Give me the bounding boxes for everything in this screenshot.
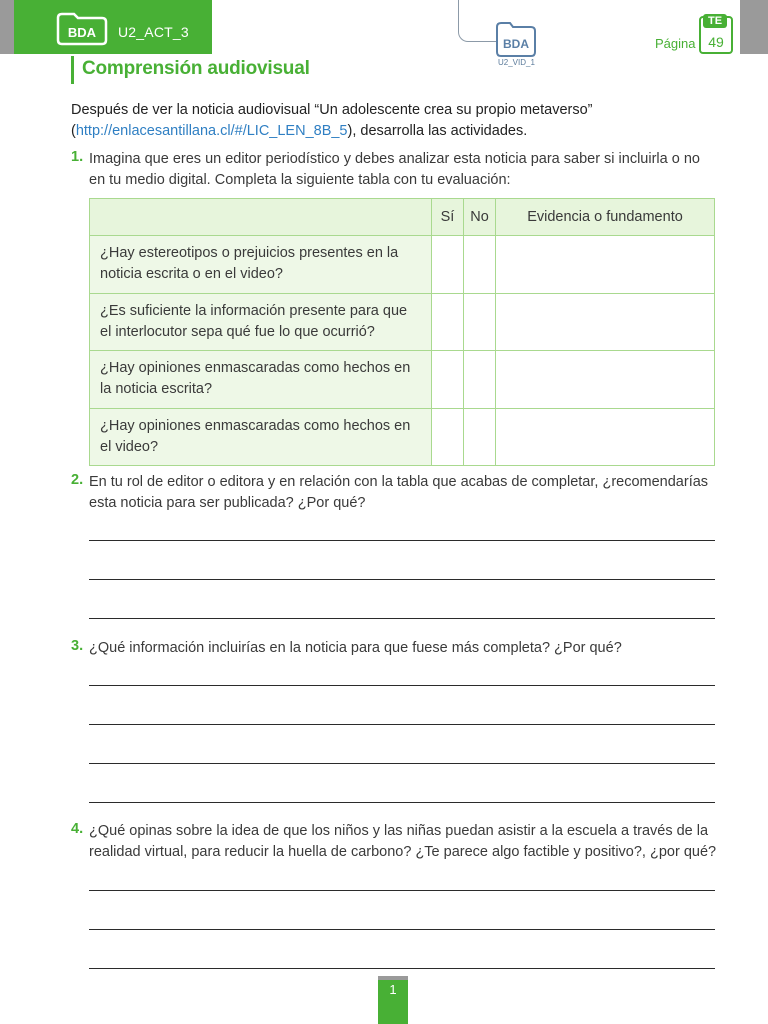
answer-line[interactable] [89, 968, 715, 969]
si-cell[interactable] [432, 293, 464, 351]
no-cell[interactable] [464, 236, 496, 294]
question-4-text: ¿Qué opinas sobre la idea de que los niños y las niñas puedan asistir a la escuela a través de la realidad virtual, para reducir la huella de carbono? ¿Te parece algo factible y positivo?, ¿por qué? [89, 823, 717, 860]
page-badge[interactable] [699, 16, 733, 54]
table-header-si: Sí [432, 199, 464, 236]
video-code: U2_VID_1 [498, 58, 535, 67]
answer-line[interactable] [89, 618, 715, 619]
folder-bda-icon [54, 10, 110, 46]
table-header-no: No [464, 199, 496, 236]
answer-line[interactable] [89, 579, 715, 580]
question-3-number: 3. [71, 638, 84, 654]
answer-line[interactable] [89, 890, 715, 891]
no-cell[interactable] [464, 293, 496, 351]
table-row-question: ¿Hay opiniones enmascaradas como hechos en el video? [90, 408, 432, 466]
table-row-question: ¿Hay estereotipos o prejuicios presentes en la noticia escrita o en el video? [90, 236, 432, 294]
evidence-cell[interactable] [496, 236, 715, 294]
intro-link[interactable]: http://enlacesantillana.cl/#/LIC_LEN_8B_5 [75, 123, 348, 139]
no-cell[interactable] [464, 351, 496, 409]
no-cell[interactable] [464, 408, 496, 466]
right-gray-strip [740, 0, 768, 54]
question-4-number: 4. [71, 821, 84, 837]
question-1-number: 1. [71, 149, 84, 165]
evidence-cell[interactable] [496, 293, 715, 351]
table-row-question: ¿Hay opiniones enmascaradas como hechos en la noticia escrita? [90, 351, 432, 409]
page-label: Página [655, 36, 696, 51]
question-2-number: 2. [71, 472, 84, 488]
answer-line[interactable] [89, 802, 715, 803]
svg-text:BDA: BDA [503, 37, 529, 51]
activity-code: U2_ACT_3 [118, 24, 189, 40]
evaluation-table [89, 198, 715, 466]
table-header-row [90, 199, 715, 236]
intro-text-before: Después de ver la noticia audiovisual “Un adolescente crea su propio metaverso” ( [71, 102, 593, 139]
table-row-question: ¿Es suficiente la información presente para que el interlocutor sepa qué fue lo que ocurrió? [90, 293, 432, 351]
table-header-evidence: Evidencia o fundamento [496, 199, 715, 236]
answer-line[interactable] [89, 540, 715, 541]
question-2-text: En tu rol de editor o editora y en relación con la tabla que acabas de completar, ¿recomendarías esta noticia para ser publicada? ¿Por qué? [89, 474, 709, 511]
table-header-question [90, 199, 432, 236]
evidence-cell[interactable] [496, 351, 715, 409]
evidence-cell[interactable] [496, 408, 715, 466]
si-cell[interactable] [432, 351, 464, 409]
activity-header-tab[interactable] [14, 0, 212, 54]
left-gray-strip [0, 0, 14, 54]
question-3-text: ¿Qué información incluirías en la noticia para que fuese más completa? ¿Por qué? [89, 640, 622, 656]
si-cell[interactable] [432, 236, 464, 294]
section-accent-bar [71, 56, 74, 84]
table-row [90, 293, 715, 351]
table-row [90, 351, 715, 409]
intro-paragraph [71, 100, 721, 142]
footer-page-number: 1 [378, 976, 408, 1024]
table-row [90, 408, 715, 466]
folder-video-bda-icon[interactable] [494, 20, 538, 58]
question-1-text: Imagina que eres un editor periodístico y debes analizar esta noticia para saber si incluirla o no en tu medio digital. Completa la siguiente tabla con tu evaluación: [89, 151, 700, 188]
answer-line[interactable] [89, 685, 715, 686]
answer-line[interactable] [89, 929, 715, 930]
table-row [90, 236, 715, 294]
answer-line[interactable] [89, 724, 715, 725]
te-label: TE [703, 14, 727, 28]
section-title: Comprensión audiovisual [82, 58, 310, 79]
page-number: 49 [708, 34, 724, 50]
intro-text-after: ), desarrolla las actividades. [347, 123, 528, 139]
si-cell[interactable] [432, 408, 464, 466]
svg-text:BDA: BDA [67, 25, 97, 40]
answer-line[interactable] [89, 763, 715, 764]
